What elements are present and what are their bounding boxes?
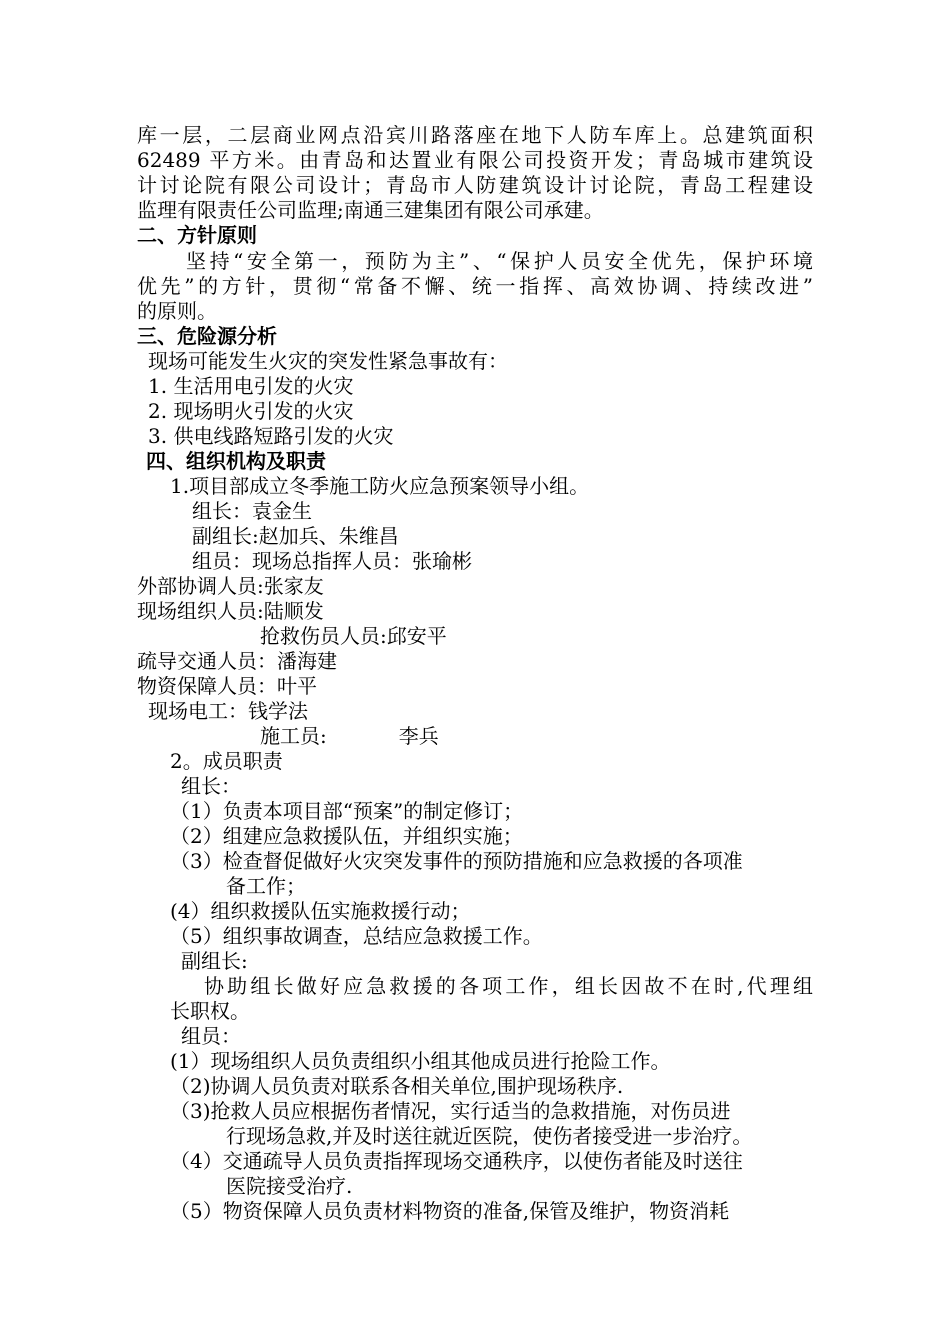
hazards-intro: 现场可能发生火灾的突发性紧急事故有： [148,349,508,373]
section-heading-principles: 二、方针原则 [137,223,257,247]
leader-duty-continued: 备工作； [226,874,306,898]
leader-duty: （1）负责本项目部“预案”的制定修订； [170,799,524,823]
leader-duty: （5）组织事故调查，总结应急救援工作。 [170,924,543,948]
org-supply-staff: 物资保障人员：叶平 [137,674,317,698]
principles-line-3: 的原则。 [137,299,217,323]
member-duty: (1）现场组织人员负责组织小组其他成员进行抢险工作。 [170,1049,671,1073]
leader-duty: (4）组织救援队伍实施救援行动； [170,899,471,923]
hazard-item: 1. 生活用电引发的火灾 [148,374,354,398]
member-duties-title: 组员： [181,1024,241,1048]
leader-duties-title: 组长： [181,774,241,798]
org-subheading-1: 1.项目部成立冬季施工防火应急预案领导小组。 [170,474,590,498]
hazard-item: 2. 现场明火引发的火灾 [148,399,354,423]
principles-line-2: 优先”的方针，贯彻“常备不懈、统一指挥、高效协调、持续改进” [137,274,813,298]
section-heading-organization: 四、组织机构及职责 [146,449,326,473]
intro-line-3: 计讨论院有限公司设计；青岛市人防建筑设计讨论院，青岛工程建设 [137,173,813,197]
member-duty-continued: 行现场急救,并及时送往就近医院，使伤者接受进一步治疗。 [226,1124,753,1148]
org-traffic-staff: 疏导交通人员：潘海建 [137,649,337,673]
leader-duty: （2）组建应急救援队伍，并组织实施； [170,824,523,848]
org-vice-leader: 副组长:赵加兵、朱维昌 [192,524,399,548]
section-heading-hazards: 三、危险源分析 [137,324,277,348]
vice-duties-line-2: 长职权。 [170,999,250,1023]
hazard-item: 3. 供电线路短路引发的火灾 [148,424,394,448]
member-duty: （5）物资保障人员负责材料物资的准备,保管及维护，物资消耗 [170,1199,730,1223]
vice-duties-line-1: 协助组长做好应急救援的各项工作，组长因故不在时,代理组 [204,974,813,998]
intro-line-1: 库一层，二层商业网点沿宾川路落座在地下人防车库上。总建筑面积 [137,123,813,147]
org-electrician: 现场电工：钱学法 [148,699,308,723]
org-leader: 组长：袁金生 [192,499,312,523]
worker-label: 施工员: [260,724,327,748]
org-rescue-staff: 抢救伤员人员:邱安平 [260,624,447,648]
intro-line-4: 监理有限责任公司监理;南通三建集团有限公司承建。 [137,198,604,222]
principles-line-1: 坚持“安全第一，预防为主”、“保护人员安全优先，保护环境 [186,249,813,273]
intro-line-2: 62489 平方米。由青岛和达置业有限公司投资开发；青岛城市建筑设 [137,148,813,172]
member-duty: （2)协调人员负责对联系各相关单位,围护现场秩序. [170,1074,624,1098]
member-duty-continued: 医院接受治疗. [226,1174,353,1198]
org-members: 组员：现场总指挥人员：张瑜彬 [192,549,472,573]
org-subheading-2: 2。成员职责 [170,749,283,773]
vice-duties-title: 副组长: [181,949,248,973]
org-external-coordinator: 外部协调人员:张家友 [137,574,324,598]
leader-duty: （3）检查督促做好火灾突发事件的预防措施和应急救援的各项准 [170,849,743,873]
org-construction-worker [260,724,439,749]
member-duty: （3)抢救人员应根据伤者情况，实行适当的急救措施，对伤员进 [170,1099,731,1123]
org-site-organizer: 现场组织人员:陆顺发 [137,599,324,623]
member-duty: （4）交通疏导人员负责指挥现场交通秩序，以使伤者能及时送往 [170,1149,743,1173]
worker-name: 李兵 [398,724,439,748]
